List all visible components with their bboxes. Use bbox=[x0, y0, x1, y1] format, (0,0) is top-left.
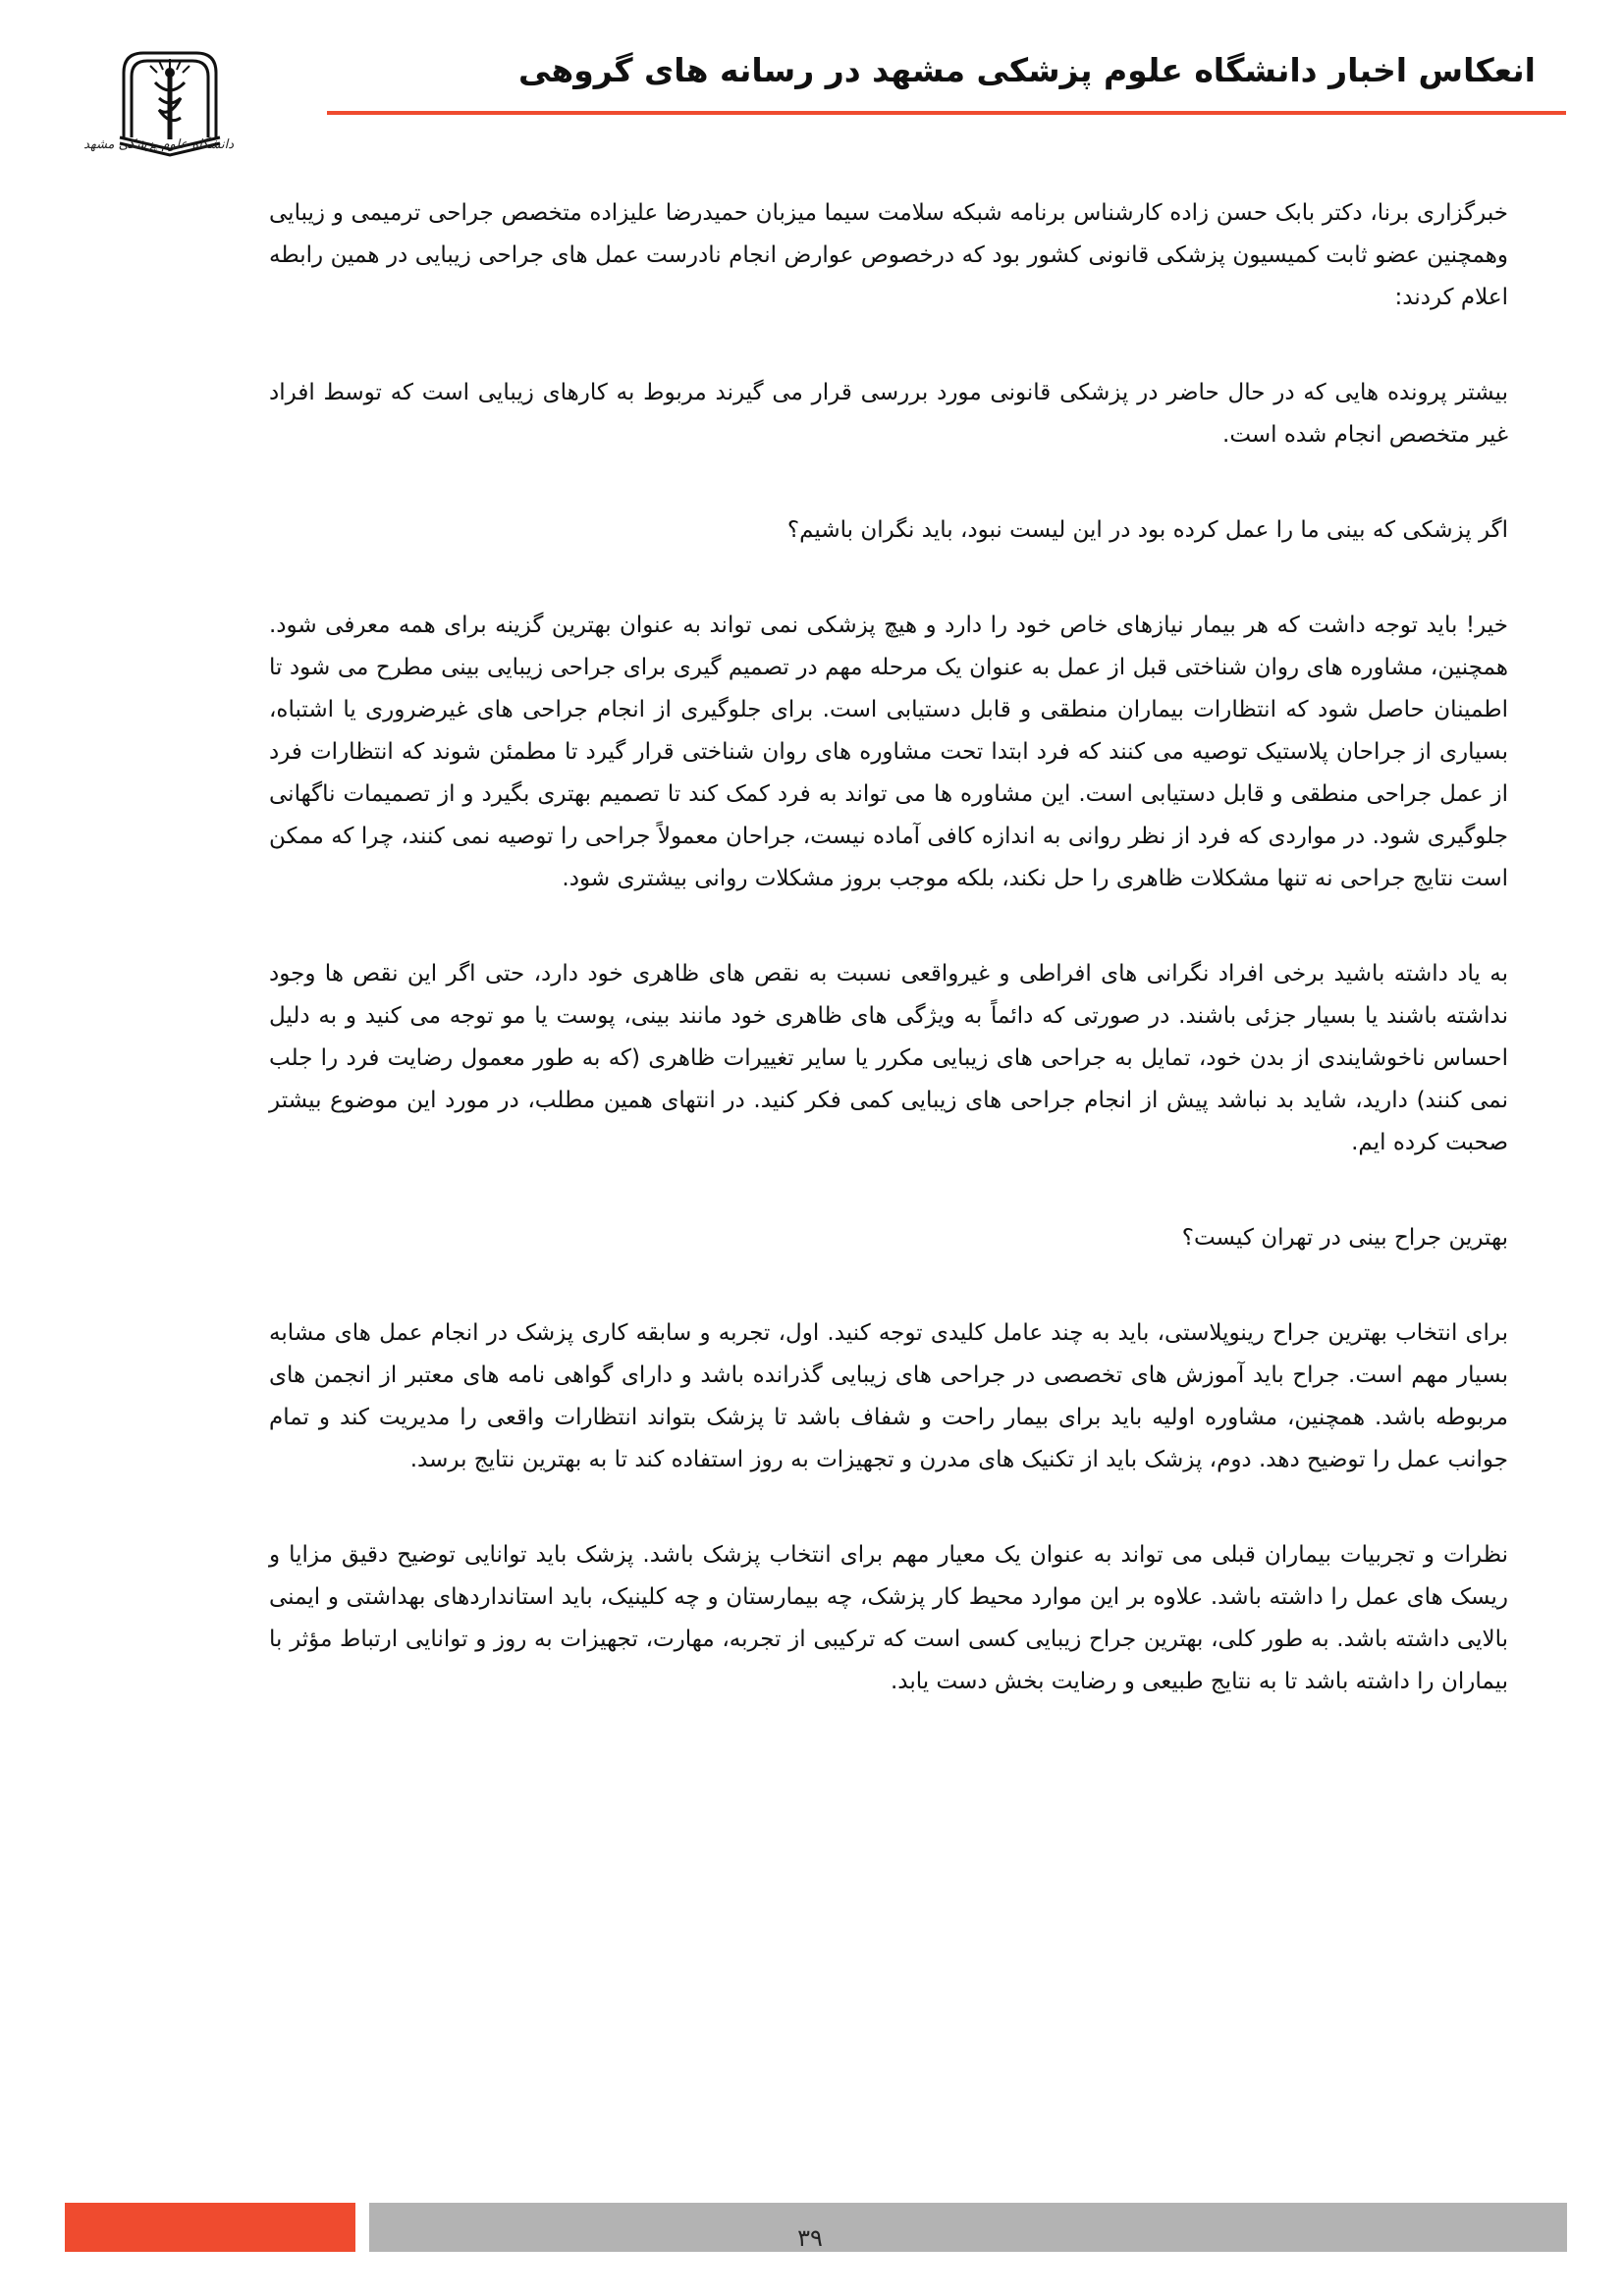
footer-accent-bar bbox=[65, 2203, 355, 2252]
footer-bar bbox=[369, 2203, 1567, 2252]
article-paragraph: به یاد داشته باشید برخی افراد نگرانی های افراطی و غیرواقعی نسبت به نقص های ظاهری خود دارد، حتی اگر این نقص ها وجود نداشته باشند یا بسیار جزئی باشند. در صورتی که دائماً به ویژگی های ظاهری خود مانند بینی، پوست یا مو توجه می کنید و به دلیل احساس ناخوشایندی از بدن خود، تمایل به جراحی های زیبایی مکرر یا سایر تغییرات ظاهری (که به طور معمول رضایت فرد را جلب نمی کنند) دارید، شاید بد نباشد پیش از انجام جراحی های زیبایی کمی فکر کنید. در انتهای همین مطلب، در مورد این موضوع بیشتر صحبت کرده ایم. bbox=[269, 961, 1508, 1155]
article-paragraph: خبرگزاری برنا، دکتر بابک حسن زاده کارشناس برنامه شبکه سلامت سیما میزبان حمیدرضا علیزاده متخصص جراحی ترمیمی و زیبایی وهمچنین عضو ثابت کمیسیون پزشکی قانونی کشور بود که درخصوص عوارض انجام نادرست عمل های جراحی زیبایی در همین رابطه اعلام کردند: bbox=[269, 200, 1508, 310]
article-question: بهترین جراح بینی در تهران کیست؟ bbox=[1181, 1225, 1508, 1251]
article-paragraph: خیر! باید توجه داشت که هر بیمار نیازهای خاص خود را دارد و هیچ پزشکی نمی تواند به عنوان بهترین گزینه برای همه معرفی شود. همچنین، مشاوره های روان شناختی قبل از عمل به عنوان یک مرحله مهم در تصمیم گیری برای جراحی زیبایی بینی مطرح می شود تا اطمینان حاصل شود که انتظارات بیماران منطقی و قابل دستیابی است. برای جلوگیری از انجام جراحی های غیرضروری یا اشتباه، بسیاری از جراحان پلاستیک توصیه می کنند که فرد ابتدا تحت مشاوره های روان شناختی قرار گیرد تا مطمئن شوند که انتظارات فرد از عمل جراحی منطقی و قابل دستیابی است. این مشاوره ها می تواند به فرد کمک کند تا تصمیم بهتری بگیرد و از تصمیمات ناگهانی جلوگیری شود. در مواردی که فرد از نظر روانی به اندازه کافی آماده نیست، جراحان معمولاً جراحی را توصیه نمی کنند، چرا که ممکن است نتایج جراحی نه تنها مشکلات ظاهری را حل نکند، بلکه موجب بروز مشکلات روانی بیشتری شود. bbox=[269, 613, 1508, 891]
article-paragraph: بیشتر پرونده هایی که در حال حاضر در پزشکی قانونی مورد بررسی قرار می گیرند مربوط به کارهای زیبایی است که توسط افراد غیر متخصص انجام شده است. bbox=[269, 380, 1508, 448]
article-paragraph: برای انتخاب بهترین جراح رینوپلاستی، باید به چند عامل کلیدی توجه کنید. اول، تجربه و سابقه کاری پزشک در انجام عمل های مشابه بسیار مهم است. جراح باید آموزش های تخصصی در جراحی های زیبایی گذرانده باشد و دارای گواهی نامه های معتبر از انجمن های مربوطه باشد. همچنین، مشاوره اولیه باید برای بیمار راحت و شفاف باشد تا پزشک بتواند انتظارات واقعی را مدیریت کند و تمام جوانب عمل را توضیح دهد. دوم، پزشک باید از تکنیک های مدرن و تجهیزات به روز استفاده کند تا به بهترین نتایج برسد. bbox=[269, 1320, 1508, 1472]
page-number: ۳۹ bbox=[797, 2224, 823, 2252]
page-title: انعکاس اخبار دانشگاه علوم پزشکی مشهد در رسانه های گروهی bbox=[518, 51, 1536, 89]
article-body bbox=[269, 192, 1508, 1756]
header-divider bbox=[327, 111, 1566, 115]
article-question: اگر پزشکی که بینی ما را عمل کرده بود در این لیست نبود، باید نگران باشیم؟ bbox=[786, 517, 1508, 543]
logo-caption: دانشگاه علوم پزشکی مشهد bbox=[83, 137, 234, 152]
article-paragraph: نظرات و تجربیات بیماران قبلی می تواند به عنوان یک معیار مهم برای انتخاب پزشک باشد. پزشک باید توانایی توضیح دقیق مزایا و ریسک های عمل را داشته باشد. علاوه بر این موارد محیط کار پزشک، چه بیمارستان و چه کلینیک، باید استانداردهای بهداشتی و ایمنی بالایی داشته باشد. به طور کلی، بهترین جراح زیبایی کسی است که ترکیبی از تجربه، مهارت، تجهیزات به روز و توانایی ارتباط مؤثر با بیماران را داشته باشد تا به نتایج طبیعی و رضایت بخش دست یابد. bbox=[269, 1542, 1508, 1694]
